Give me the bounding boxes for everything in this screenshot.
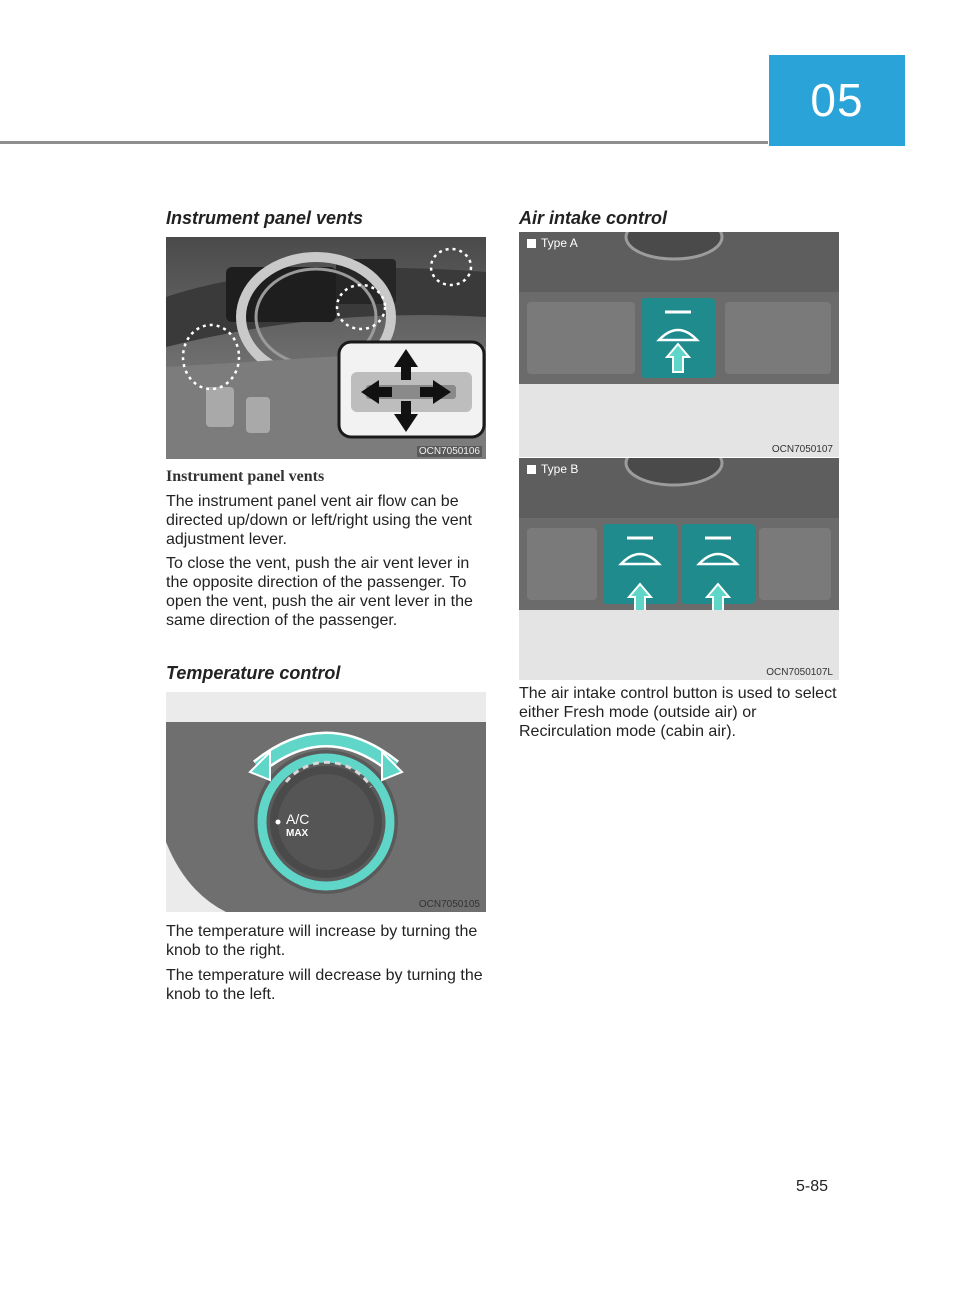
temperature-paragraph-1: The temperature will increase by turning the knob to the right.	[166, 923, 478, 959]
vents-figure-code: OCN7050106	[418, 446, 480, 457]
ac-label: A/C	[286, 811, 310, 827]
type-b-figure-code: OCN7050107L	[766, 667, 833, 678]
max-label: MAX	[286, 828, 309, 839]
vents-section-title: Instrument panel vents	[166, 208, 364, 228]
intake-paragraph-1: The air intake control button is used to select either Fresh mode (outside air) or Recirculation mode (cabin air).	[519, 685, 837, 740]
dashboard-illustration	[166, 237, 486, 459]
type-b-label: Type B	[527, 462, 578, 476]
header-rule	[0, 141, 768, 144]
type-a-figure	[519, 232, 839, 457]
type-b-illustration	[519, 458, 839, 680]
vents-paragraph-2: To close the vent, push the air vent lever in the opposite direction of the passenger. To open the vent, push the air vent lever in the same direction of the passenger.	[166, 555, 473, 629]
temperature-section-title: Temperature control	[166, 663, 341, 683]
temperature-figure-code: OCN7050105	[418, 899, 480, 910]
type-a-label: Type A	[527, 236, 578, 250]
intake-section-title: Air intake control	[519, 208, 668, 228]
type-b-figure	[519, 458, 839, 680]
type-a-illustration	[519, 232, 839, 457]
chapter-tab: 05	[769, 55, 905, 146]
vents-figure	[166, 237, 486, 459]
vents-caption: Instrument panel vents	[166, 468, 325, 485]
page-number: 5-85	[796, 1178, 829, 1195]
temperature-paragraph-2: The temperature will decrease by turning the knob to the left.	[166, 967, 483, 1003]
temperature-figure	[166, 692, 486, 912]
vents-paragraph-1: The instrument panel vent air flow can be directed up/down or left/right using the vent adjustment lever.	[166, 493, 472, 548]
temperature-knob-illustration	[166, 692, 486, 912]
type-a-figure-code: OCN7050107	[771, 444, 833, 455]
